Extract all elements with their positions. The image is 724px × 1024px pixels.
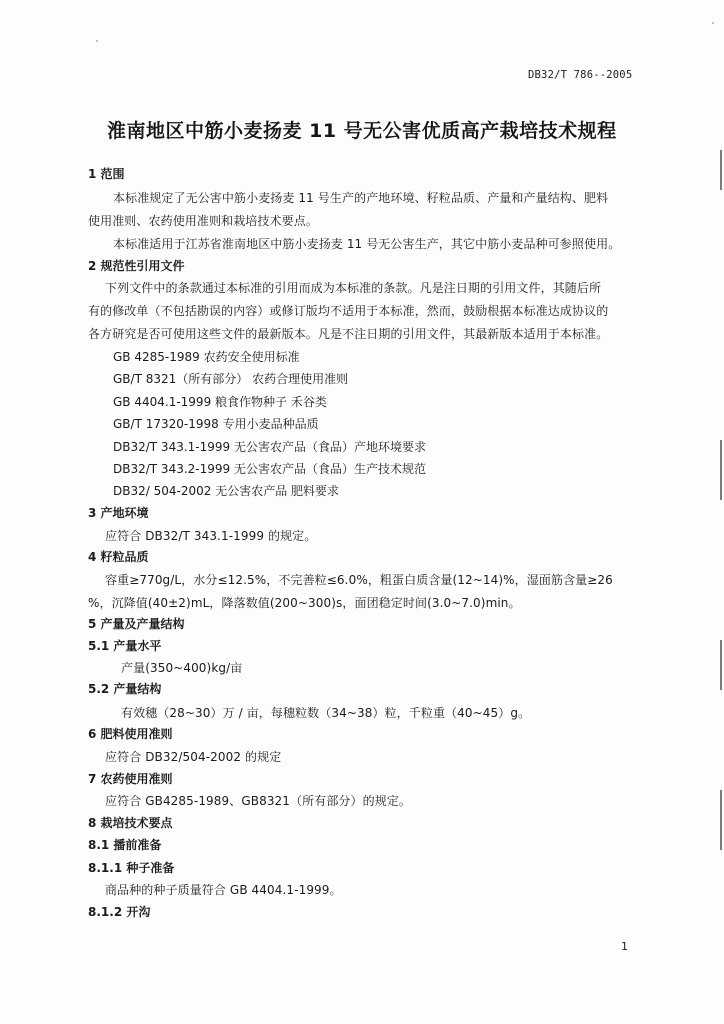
section-1-text: 本标准规定了无公害中筋小麦扬麦 11 号生产的产地环境、籽粒品质、产量和产量结构、肥料 bbox=[113, 191, 609, 205]
section-7-text: 应符合 GB4285-1989、GB8321（所有部分）的规定。 bbox=[105, 794, 412, 808]
page-number: 1 bbox=[621, 940, 628, 953]
section-8-1-1-text: 商品种的种子质量符合 GB 4404.1-1999。 bbox=[105, 883, 342, 897]
reference-item: GB/T 17320-1998 专用小麦品种品质 bbox=[113, 417, 319, 431]
section-4-heading: 4 籽粒品质 bbox=[88, 550, 149, 564]
section-2-text: 各方研究是否可使用这些文件的最新版本。凡是不注日期的引用文件，其最新版本适用于本标准。 bbox=[88, 327, 609, 341]
section-6-text: 应符合 DB32/504-2002 的规定 bbox=[105, 750, 282, 764]
section-8-1-1-heading: 8.1.1 种子准备 bbox=[88, 861, 175, 875]
scan-edge-mark bbox=[720, 640, 722, 690]
section-1-text: 使用准则、农药使用准则和栽培技术要点。 bbox=[88, 214, 318, 228]
section-5-2-text: 有效穗（28~30）万 / 亩，每穗粒数（34~38）粒，千粒重（40~45）g。 bbox=[121, 706, 531, 720]
section-4-text: 容重≥770g/L，水分≤12.5%，不完善粒≤6.0%，粗蛋白质含量(12~14)%，湿面筋含量≥26 bbox=[105, 573, 613, 587]
section-2-text: 下列文件中的条款通过本标准的引用而成为本标准的条款。凡是注日期的引用文件，其随后所 bbox=[105, 281, 602, 295]
reference-item: DB32/T 343.2-1999 无公害农产品（食品）生产技术规范 bbox=[113, 462, 426, 476]
section-3-text: 应符合 DB32/T 343.1-1999 的规定。 bbox=[105, 529, 317, 543]
reference-item: DB32/T 343.1-1999 无公害农产品（食品）产地环境要求 bbox=[113, 440, 426, 454]
section-1-text: 本标准适用于江苏省淮南地区中筋小麦扬麦 11 号无公害生产，其它中筋小麦品种可参照使用。 bbox=[113, 237, 621, 251]
section-5-1-text: 产量(350~400)kg/亩 bbox=[121, 661, 243, 675]
reference-item: GB/T 8321（所有部分） 农药合理使用准则 bbox=[113, 372, 349, 386]
scan-edge-mark bbox=[720, 440, 722, 500]
scan-speck bbox=[96, 40, 98, 42]
section-6-heading: 6 肥料使用准则 bbox=[88, 727, 173, 741]
scan-edge-mark bbox=[720, 790, 722, 850]
reference-item: GB 4404.1-1999 粮食作物种子 禾谷类 bbox=[113, 395, 327, 409]
section-5-2-heading: 5.2 产量结构 bbox=[88, 682, 162, 696]
scan-speck bbox=[712, 22, 714, 24]
section-2-text: 有的修改单（不包括勘误的内容）或修订版均不适用于本标准，然而，鼓励根据本标准达成协议的 bbox=[88, 304, 609, 318]
section-5-heading: 5 产量及产量结构 bbox=[88, 617, 185, 631]
reference-item: GB 4285-1989 农药安全使用标准 bbox=[113, 350, 300, 364]
scan-edge-mark bbox=[720, 150, 722, 190]
section-8-1-2-heading: 8.1.2 开沟 bbox=[88, 905, 151, 919]
standard-number: DB32/T 786--2005 bbox=[528, 69, 633, 81]
section-8-1-heading: 8.1 播前准备 bbox=[88, 838, 162, 852]
section-7-heading: 7 农药使用准则 bbox=[88, 772, 173, 786]
section-4-text: %，沉降值(40±2)mL，降落数值(200~300)s，面团稳定时间(3.0~7.0)min。 bbox=[88, 596, 521, 610]
reference-item: DB32/ 504-2002 无公害农产品 肥料要求 bbox=[113, 484, 340, 498]
section-2-heading: 2 规范性引用文件 bbox=[88, 259, 185, 273]
section-3-heading: 3 产地环境 bbox=[88, 506, 149, 520]
section-5-1-heading: 5.1 产量水平 bbox=[88, 639, 162, 653]
document-title: 淮南地区中筋小麦扬麦 11 号无公害优质高产栽培技术规程 bbox=[107, 120, 617, 142]
section-1-heading: 1 范围 bbox=[88, 167, 125, 181]
section-8-heading: 8 栽培技术要点 bbox=[88, 816, 173, 830]
